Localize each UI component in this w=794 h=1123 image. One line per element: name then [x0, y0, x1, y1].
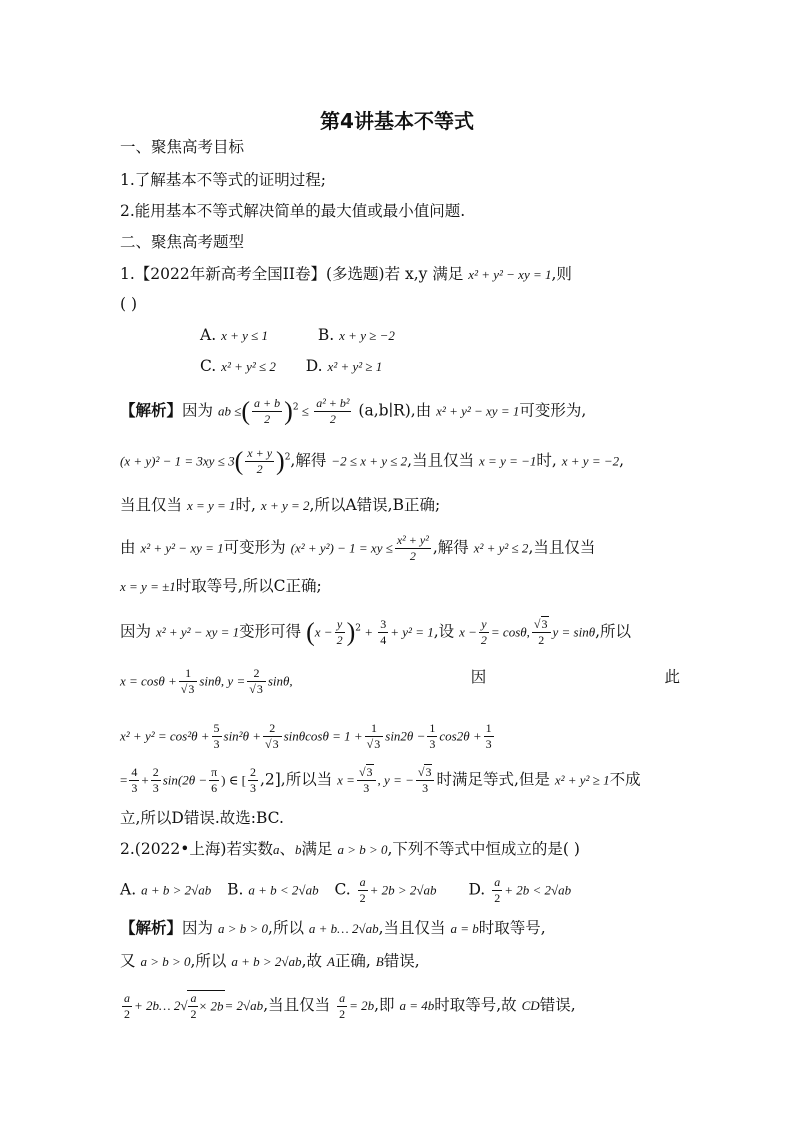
q2-solution-line-1: 【解析】因为 a > b > 0,所以 a + b… 2√ab,当且仅当 a = b时取等号,: [120, 918, 546, 937]
q2-solution-line-3: $\frac{a}{2}$ + 2b… 2√ $\frac{a}{2}$ × 2b= 2√ab,当且仅当 $\frac{a}{2}$ = 2b,即 a = 4b时取等号,故 CD错误,: [124, 990, 576, 1021]
q1-options-cd: C. x² + y² ≤ 2 D. x² + y² ≥ 1: [200, 357, 383, 375]
section-heading-goals: 一、聚焦高考目标: [120, 138, 245, 156]
goal-item-1: 1.了解基本不等式的证明过程;: [120, 171, 327, 189]
q1-solution-line-8: x² + y² = cos²θ + $\frac{5}{3}$ sin²θ + $\frac{2}{√3}$ sinθcosθ = 1 + $\frac{1}{√3}$ sin2θ − $\frac{1}{3}$ cos2θ + $\frac{1}{3}$: [120, 721, 492, 751]
q2-solution-line-2: 又 a > b > 0,所以 a + b > 2√ab,故 A正确, B错误,: [120, 952, 420, 970]
q1-solution-line-3: 当且仅当 x = y = 1时, x + y = 2,所以A错误,B正确;: [120, 496, 441, 514]
q1-solution-line-4: 由 x² + y² − xy = 1可变形为 (x² + y²) − 1 = xy ≤ $\frac{\text{x² + y²}}{2}$ ,解得 x² + y² ≤ 2,当且仅当: [120, 533, 596, 563]
q1-stem: 1.【2022年新高考全国II卷】(多选题)若 x,y 满足 x² + y² − xy = 1,则: [120, 265, 572, 283]
q1-options-ab: A. x + y ≤ 1 B. x + y ≥ −2: [200, 326, 395, 344]
q1-answer-paren: ( ): [120, 295, 138, 313]
goal-item-2: 2.能用基本不等式解决简单的最大值或最小值问题.: [120, 202, 466, 220]
q1-solution-line-1: 【解析】因为 ab ≤( $\frac{a + b}{2}$ )$^2$ ≤ $\frac{\text{a² + b²}}{2}$ (a,b∣R),由 x² + y² − xy = 1可变形为,: [120, 396, 587, 426]
q1-solution-line-2: (x + y)² − 1 = 3xy ≤ 3( $\frac{x + y}{2}$ )$^2$,解得 −2 ≤ x + y ≤ 2,当且仅当 x = y = −1时, x + y = −2,: [120, 446, 625, 476]
q1-solution-line-9: = $\frac{4}{3}$ + $\frac{2}{3}$ sin(2θ − $\frac{\pi}{6}$ ) ∈ [ $\frac{2}{3}$ ,2],所以当 x = $\frac{√3}{3}$ , y = − $\frac{√3}{3}$ 时满足等式,但是 x² + y² ≥ 1不成: [120, 765, 641, 795]
section-heading-types: 二、聚焦高考题型: [120, 233, 245, 251]
q1-solution-line-5: x = y = ±1时取等号,所以C正确;: [120, 577, 322, 595]
page-title: 第4讲基本不等式: [320, 109, 474, 133]
q2-stem: 2.(2022•上海)若实数a、b满足 a > b > 0,下列不等式中恒成立的是( ): [120, 840, 580, 858]
q1-solution-line-7: x = cosθ + $\frac{1}{√3}$ sinθ, y = $\frac{2}{√3}$ sinθ, 因 此: [120, 666, 680, 696]
q1-solution-line-6: 因为 x² + y² − xy = 1变形可得 (x − $\frac{y}{2}$ )$^2$ + $\frac{3}{4}$ + y² = 1,设 x − $\frac{y}{2}$ = cosθ, $\frac{√3}{2}$ y = sinθ,所以: [120, 617, 632, 647]
q1-solution-line-10: 立,所以D错误.故选:BC.: [120, 809, 284, 827]
q2-options: A. a + b > 2√ab B. a + b < 2√ab C. $\frac{a}{2}$ + 2b > 2√ab D. $\frac{a}{2}$ + 2b < 2√ab: [120, 875, 572, 905]
